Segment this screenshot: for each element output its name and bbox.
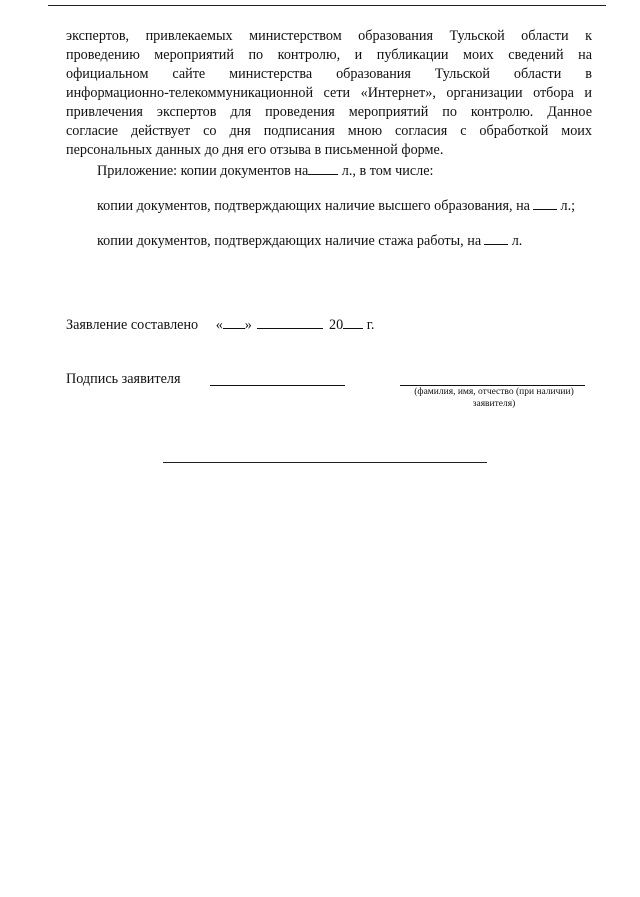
paragraph-line: информационно-телекоммуникационной сети «Интернет», организации отбора и [66, 85, 592, 101]
attachments-suffix: л., в том числе: [341, 163, 434, 179]
date-line [66, 316, 374, 335]
higher-education-label: копии документов, подтверждающих наличие высшего образования, на [97, 198, 530, 214]
attachments-label: Приложение: копии документов на [97, 163, 309, 179]
higher-education-pages-blank [533, 197, 557, 210]
attachments-pages-blank [308, 162, 338, 175]
paragraph-line: проведению мероприятий по контролю, и публикации моих сведений на [66, 47, 592, 63]
open-quote: « [215, 317, 223, 333]
name-caption [400, 386, 588, 410]
paragraph-line: официальном сайте министерства образования Тульской области в [66, 66, 592, 82]
name-caption-line: (фамилия, имя, отчество (при наличии) [414, 387, 574, 397]
signature-label: Подпись заявителя [66, 371, 181, 387]
year-blank [343, 316, 363, 329]
work-experience-label: копии документов, подтверждающих наличие стажа работы, на [97, 233, 482, 249]
bottom-rule [163, 462, 487, 463]
higher-education-line [97, 197, 575, 216]
date-label: Заявление составлено [66, 317, 199, 333]
year-suffix: г. [366, 317, 375, 333]
paragraph-line: экспертов, привлекаемых министерством образования Тульской области к [66, 28, 592, 44]
day-blank [223, 316, 245, 329]
close-quote: » [244, 317, 252, 333]
year-prefix: 20 [328, 317, 344, 333]
higher-education-suffix: л.; [560, 198, 576, 214]
paragraph-line: привлечения экспертов для проведения мероприятий по контролю. Данное [66, 104, 592, 120]
work-experience-pages-blank [484, 232, 508, 245]
attachments-line [97, 162, 433, 181]
consent-paragraph [66, 27, 592, 160]
month-blank [257, 316, 323, 329]
work-experience-suffix: л. [511, 233, 523, 249]
work-experience-line [97, 232, 522, 251]
paragraph-line: персональных данных до дня его отзыва в письменной форме. [66, 142, 444, 158]
top-rule [48, 5, 606, 6]
name-caption-line: заявителя) [472, 399, 516, 409]
paragraph-line: согласие действует со дня подписания мною согласия с обработкой моих [66, 123, 592, 139]
signature-line [210, 385, 345, 386]
